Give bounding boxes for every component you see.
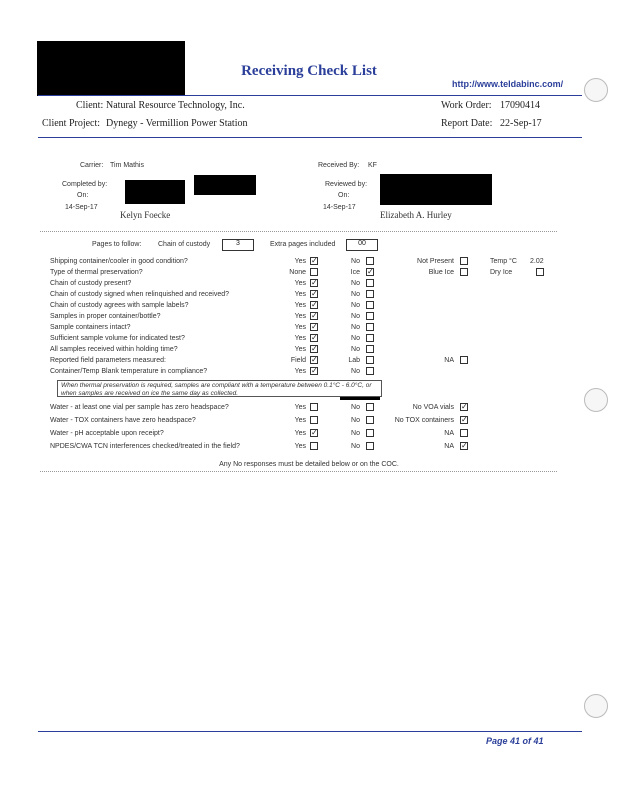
checkbox-no[interactable] bbox=[366, 367, 374, 375]
checklist-option-label: Yes bbox=[294, 258, 306, 265]
checklist-option-label: Yes bbox=[294, 280, 306, 287]
checklist-option-label: NA bbox=[444, 357, 454, 364]
checkbox-yes[interactable]: ✓ bbox=[311, 278, 318, 287]
checklist-question: Reported field parameters measured: bbox=[50, 357, 166, 364]
carrier-value: Tim Mathis bbox=[110, 162, 144, 169]
temp-label: Temp °C bbox=[490, 258, 517, 265]
header-rule bbox=[38, 95, 582, 96]
checklist-question: Type of thermal preservation? bbox=[50, 269, 143, 276]
checkbox-yes[interactable]: ✓ bbox=[311, 256, 318, 265]
punch-hole bbox=[584, 694, 608, 718]
checkbox-yes[interactable]: ✓ bbox=[311, 300, 318, 309]
checkbox-no[interactable] bbox=[366, 429, 374, 437]
checklist-question: Samples in proper container/bottle? bbox=[50, 313, 161, 320]
checkbox-no-voa-vials[interactable]: ✓ bbox=[461, 402, 468, 411]
checklist-option-label: No bbox=[351, 404, 360, 411]
completed-by-label: Completed by: bbox=[62, 181, 108, 188]
checklist-option-label: No bbox=[351, 335, 360, 342]
reviewed-name: Elizabeth A. Hurley bbox=[380, 210, 452, 220]
checkbox-yes[interactable] bbox=[310, 403, 318, 411]
punch-hole bbox=[584, 388, 608, 412]
checklist-option-label: NA bbox=[444, 443, 454, 450]
completed-on-label: On: bbox=[77, 192, 89, 199]
checklist-option-label: Yes bbox=[294, 302, 306, 309]
checklist-option-label: Lab bbox=[348, 357, 360, 364]
pages-to-follow-label: Pages to follow: bbox=[92, 241, 142, 248]
work-order-value: 17090414 bbox=[500, 100, 540, 111]
report-date-value: 22-Sep-17 bbox=[500, 118, 542, 129]
checklist-option-label: No bbox=[351, 443, 360, 450]
checklist-option-label: Ice bbox=[350, 269, 360, 276]
checkbox-yes[interactable]: ✓ bbox=[311, 428, 318, 437]
checkbox-no[interactable] bbox=[366, 403, 374, 411]
checklist-question: Water - TOX containers have zero headspace? bbox=[50, 417, 196, 424]
checklist-option-label: No bbox=[351, 368, 360, 375]
checklist-option-label: Yes bbox=[294, 313, 306, 320]
checklist-option-label: No bbox=[351, 417, 360, 424]
checklist-option-label: No VOA vials bbox=[412, 404, 454, 411]
checklist-option-label: Field bbox=[290, 357, 306, 364]
dry-ice-label: Dry Ice bbox=[490, 269, 513, 276]
checklist-option-label: No bbox=[351, 430, 360, 437]
received-by-value: KF bbox=[368, 162, 377, 169]
checklist-option-label: Yes bbox=[294, 324, 306, 331]
thermal-note: When thermal preservation is required, samples are compliant with a temperature between 0.1°C - 6.0°C, or when samples are received on ice the same day as collected. bbox=[57, 380, 382, 397]
checkbox-no-tox-containers[interactable]: ✓ bbox=[461, 415, 468, 424]
checklist-question: Sufficient sample volume for indicated test? bbox=[50, 335, 185, 342]
checkbox-na[interactable] bbox=[460, 356, 468, 364]
checklist-question: Chain of custody present? bbox=[50, 280, 132, 287]
footer-rule bbox=[38, 731, 582, 732]
checklist-question: Water - at least one vial per sample has zero headspace? bbox=[50, 404, 229, 411]
checklist-option-label: No bbox=[351, 291, 360, 298]
checklist-option-label: Blue Ice bbox=[428, 269, 454, 276]
checklist-option-label: Yes bbox=[294, 368, 306, 375]
checkbox-na[interactable]: ✓ bbox=[461, 441, 468, 450]
checkbox-yes[interactable]: ✓ bbox=[311, 333, 318, 342]
client-label: Client: bbox=[76, 100, 104, 111]
received-by-label: Received By: bbox=[318, 162, 360, 169]
checkbox-yes[interactable] bbox=[310, 442, 318, 450]
checklist-option-label: None bbox=[289, 269, 306, 276]
checklist-question: Water - pH acceptable upon receipt? bbox=[50, 430, 164, 437]
checkbox-yes[interactable]: ✓ bbox=[311, 344, 318, 353]
checklist-option-label: No TOX containers bbox=[394, 417, 454, 424]
checkbox-lab[interactable] bbox=[366, 356, 374, 364]
checkbox-field[interactable]: ✓ bbox=[311, 355, 318, 364]
extra-pages-box: 00 bbox=[346, 239, 378, 251]
checklist-option-label: No bbox=[351, 324, 360, 331]
redaction-initials bbox=[194, 175, 256, 195]
reviewed-on-label: On: bbox=[338, 192, 350, 199]
checklist-option-label: Not Present bbox=[417, 258, 454, 265]
section-divider-bottom bbox=[40, 471, 557, 472]
checklist-option-label: No bbox=[351, 302, 360, 309]
checklist-option-label: Yes bbox=[294, 346, 306, 353]
checkbox-none[interactable] bbox=[310, 268, 318, 276]
checkbox-yes[interactable] bbox=[310, 416, 318, 424]
checklist-question: Shipping container/cooler in good condition? bbox=[50, 258, 188, 265]
completed-name: Kelyn Foecke bbox=[120, 210, 171, 220]
header-rule-2 bbox=[38, 137, 582, 138]
checklist-option-label: Yes bbox=[294, 417, 306, 424]
checkbox-yes[interactable]: ✓ bbox=[311, 322, 318, 331]
section-divider bbox=[40, 231, 557, 232]
checkbox-no[interactable] bbox=[366, 312, 374, 320]
checkbox-no[interactable] bbox=[366, 345, 374, 353]
checkbox-yes[interactable]: ✓ bbox=[311, 366, 318, 375]
completed-date: 14-Sep-17 bbox=[65, 204, 98, 211]
checkbox-no[interactable] bbox=[366, 442, 374, 450]
project-label: Client Project: bbox=[42, 118, 101, 129]
chain-of-custody-pages-box: 3 bbox=[222, 239, 254, 251]
checklist-question: All samples received within holding time? bbox=[50, 346, 178, 353]
checklist-question: NPDES/CWA TCN interferences checked/treated in the field? bbox=[50, 443, 240, 450]
extra-pages-label: Extra pages included bbox=[270, 241, 336, 248]
punch-hole bbox=[584, 78, 608, 102]
any-no-note: Any No responses must be detailed below or on the COC. bbox=[219, 461, 399, 468]
checkbox-dry-ice[interactable] bbox=[536, 268, 544, 276]
checkbox-no[interactable] bbox=[366, 257, 374, 265]
temp-value: 2.02 bbox=[530, 258, 544, 265]
checkbox-blue-ice[interactable] bbox=[460, 268, 468, 276]
work-order-label: Work Order: bbox=[441, 100, 492, 111]
checkbox-no[interactable] bbox=[366, 279, 374, 287]
checkbox-no[interactable] bbox=[366, 301, 374, 309]
checklist-option-label: Yes bbox=[294, 335, 306, 342]
reviewed-by-label: Reviewed by: bbox=[325, 181, 368, 188]
checkbox-no[interactable] bbox=[366, 290, 374, 298]
checkbox-yes[interactable]: ✓ bbox=[311, 289, 318, 298]
checklist-option-label: Yes bbox=[294, 430, 306, 437]
checkbox-yes[interactable]: ✓ bbox=[311, 311, 318, 320]
checklist-question: Chain of custody signed when relinquished and received? bbox=[50, 291, 230, 298]
redaction-reviewer-signature bbox=[380, 174, 492, 205]
project-value: Dynegy - Vermillion Power Station bbox=[106, 118, 248, 129]
checkbox-no[interactable] bbox=[366, 334, 374, 342]
checkbox-ice[interactable]: ✓ bbox=[367, 267, 374, 276]
redaction-signature bbox=[125, 180, 185, 204]
checklist-option-label: No bbox=[351, 346, 360, 353]
page-title: Receiving Check List bbox=[241, 63, 377, 79]
note-underline bbox=[340, 397, 380, 400]
report-date-label: Report Date: bbox=[441, 118, 493, 129]
checklist-option-label: Yes bbox=[294, 291, 306, 298]
checklist-option-label: No bbox=[351, 280, 360, 287]
checklist-option-label: Yes bbox=[294, 404, 306, 411]
checkbox-no[interactable] bbox=[366, 323, 374, 331]
checklist-question: Chain of custody agrees with sample labels? bbox=[50, 302, 189, 309]
checklist-option-label: No bbox=[351, 313, 360, 320]
page-number: Page 41 of 41 bbox=[486, 736, 544, 746]
checklist-option-label: No bbox=[351, 258, 360, 265]
checklist-option-label: NA bbox=[444, 430, 454, 437]
checklist-question: Container/Temp Blank temperature in compliance? bbox=[50, 368, 208, 375]
checklist-question: Sample containers intact? bbox=[50, 324, 131, 331]
reviewed-date: 14-Sep-17 bbox=[323, 204, 356, 211]
checkbox-na[interactable] bbox=[460, 429, 468, 437]
checklist-option-label: Yes bbox=[294, 443, 306, 450]
lab-url: http://www.teldabinc.com/ bbox=[452, 79, 564, 89]
carrier-label: Carrier: bbox=[80, 162, 104, 169]
chain-of-custody-label: Chain of custody bbox=[158, 241, 211, 248]
checkbox-not-present[interactable] bbox=[460, 257, 468, 265]
checkbox-no[interactable] bbox=[366, 416, 374, 424]
client-value: Natural Resource Technology, Inc. bbox=[106, 100, 245, 111]
